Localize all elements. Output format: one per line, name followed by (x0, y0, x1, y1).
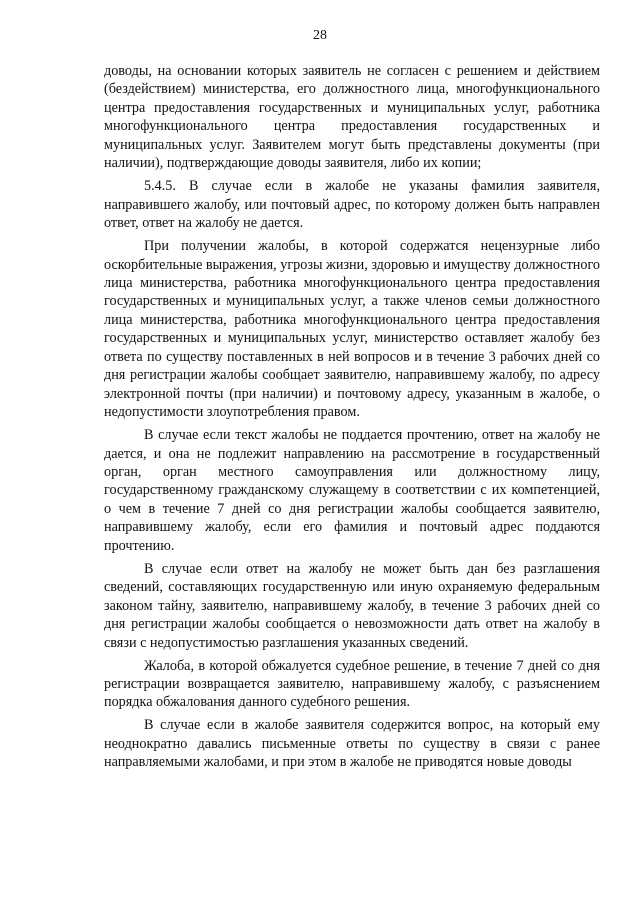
page-number: 28 (313, 28, 327, 43)
paragraph-court-decision: Жалоба, в которой обжалуется судебное решение, в течение 7 дней со дня регистрации возвращается заявителю, направившему жалобу, с разъяснением порядка обжалования данного судебного решения. (104, 657, 600, 711)
paragraph-repeated-question: В случае если в жалобе заявителя содержится вопрос, на который ему неоднократно давались письменные ответы по существу в связи с ранее направляемыми жалобами, и при этом в жалобе не приводятся новые доводы (104, 717, 600, 771)
paragraph-obscene-complaint: При получении жалобы, в которой содержатся нецензурные либо оскорбительные выражения, угрозы жизни, здоровью и имуществу должностного лица министерства, работника многофункционального центра предоставления государственных и муниципальных услуг, а также членов семьи должностного лица министерства, работника многофункционального центра предоставления государственных и муниципальных услуг, министерство оставляет жалобу без ответа по существу поставленных в ней вопросов и в течение 3 рабочих дней со дня регистрации жалобы сообщает заявителю, направившему жалобу, по адресу электронной почты (при наличии) и почтовому адресу, указанным в жалобе, о недопустимости злоупотребления правом. (104, 238, 601, 421)
paragraph-secret-information: В случае если ответ на жалобу не может быть дан без разглашения сведений, составляющих государственную или иную охраняемую федеральным законом тайну, заявителю, направившему жалобу, в течение 3 рабочих дней со дня регистрации жалобы сообщается о невозможности дать ответ на жалобу в связи с недопустимостью разглашения указанных сведений. (104, 560, 600, 651)
paragraph-unreadable-complaint: В случае если текст жалобы не поддается прочтению, ответ на жалобу не дается, и она не подлежит направлению на рассмотрение в государственный орган, орган местного самоуправления или должностному лицу, государственному гражданскому служащему в соответствии с их компетенцией, о чем в течение 7 дней со дня регистрации жалобы сообщается заявителю, направившему жалобу, если его фамилия и почтовый адрес поддаются прочтению. (104, 427, 600, 554)
paragraph-5-4-5: 5.4.5. В случае если в жалобе не указаны фамилия заявителя, направившего жалобу, или почтовый адрес, по которому должен быть направлен ответ, ответ на жалобу не дается. (104, 178, 600, 232)
document-body (104, 62, 600, 772)
paragraph-complaint-arguments: доводы, на основании которых заявитель не согласен с решением и действием (бездействием) министерства, его должностного лица, многофункционального центра предоставления государственных и муниципальных услуг, работника многофункционального центра предоставления государственных и муниципальных услуг. Заявителем могут быть представлены документы (при наличии), подтверждающие доводы заявителя, либо их копии; (104, 63, 600, 172)
